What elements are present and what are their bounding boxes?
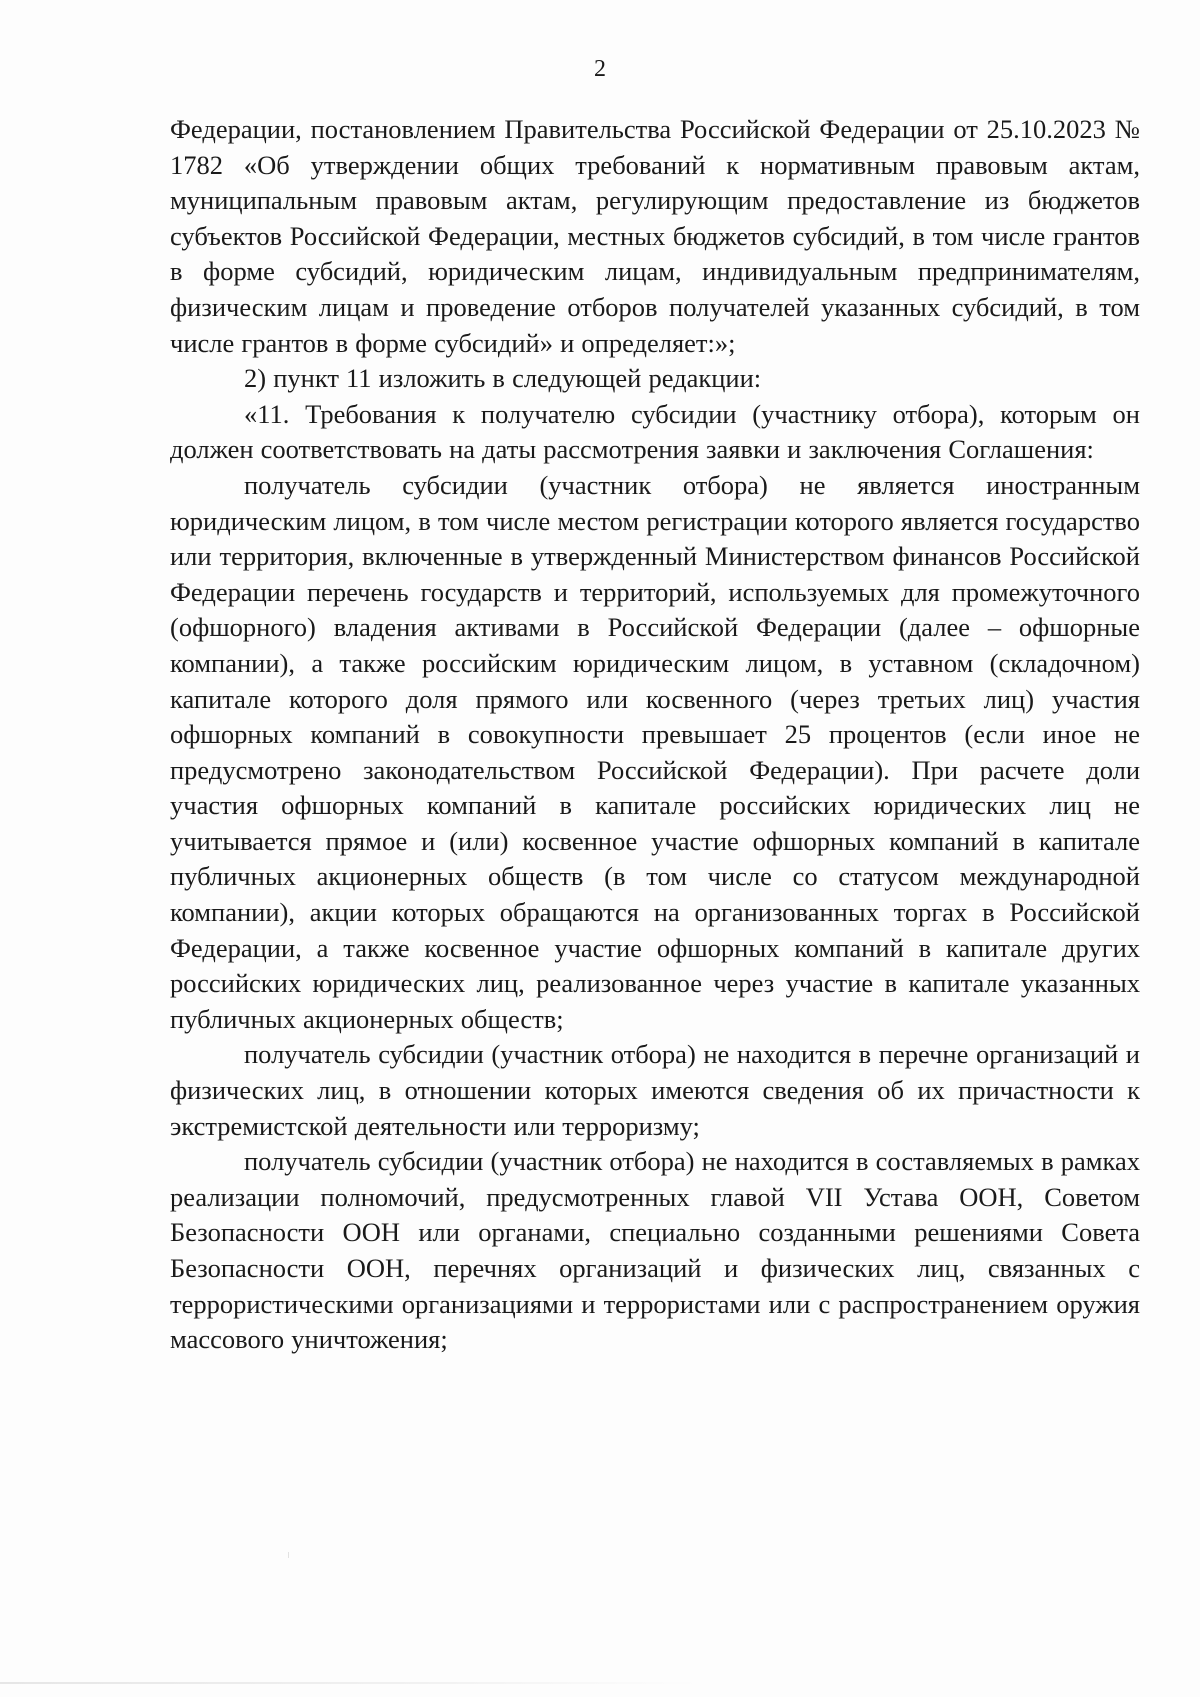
scan-artifact-dot xyxy=(288,1552,289,1558)
document-body xyxy=(170,112,1140,1358)
paragraph-un-requirement: получатель субсидии (участник отбора) не находится в составляемых в рамках реализации полномочий, предусмотренных главой VII Устава ООН, Советом Безопасности ООН или органами, специально созданными решениями Совета Безопасности ООН, перечнях организаций и физических лиц, связанных с террористическими организациями и террористами или с распространением оружия массового уничтожения; xyxy=(170,1146,1140,1355)
paragraph-offshore-requirement: получатель субсидии (участник отбора) не является иностранным юридическим лицом, в том числе местом регистрации которого является государство или территория, включенные в утвержденный Министерством финансов Российской Федерации перечень государств и территорий, используемых для промежуточного (офшорного) владения активами в Российской Федерации (далее – офшорные компании), а также российским юридическим лицом, в уставном (складочном) капитале которого доля прямого или косвенного (через третьих лиц) участия офшорных компаний в совокупности превышает 25 процентов (если иное не предусмотрено законодательством Российской Федерации). При расчете доли участия офшорных компаний в капитале российских юридических лиц не учитывается прямое и (или) косвенное участие офшорных компаний в капитале публичных акционерных обществ (в том числе со статусом международной компании), акции которых обращаются на организованных торгах в Российской Федерации, а также косвенное участие офшорных компаний в капитале других российских юридических лиц, реализованное через участие в капитале указанных публичных акционерных обществ; xyxy=(170,469,1140,1034)
paragraph-amendment-item: 2) пункт 11 изложить в следующей редакции: xyxy=(244,363,762,394)
paragraph-continuation: Федерации, постановлением Правительства Российской Федерации от 25.10.2023 № 1782 «Об утверждении общих требований к нормативным правовым актам, муниципальным правовым актам, регулирующим предоставление из бюджетов субъектов Российской Федерации, местных бюджетов субсидий, в том числе грантов в форме субсидий, юридическим лицам, индивидуальным предпринимателям, физическим лицам и проведение отборов получателей указанных субсидий, в том числе грантов в форме субсидий» и определяет:»; xyxy=(170,114,1140,358)
paragraph-clause-11: «11. Требования к получателю субсидии (участнику отбора), которым он должен соответствовать на даты рассмотрения заявки и заключения Соглашения: xyxy=(170,398,1140,465)
page-number: 2 xyxy=(594,56,606,82)
scan-artifact-line xyxy=(0,1682,700,1684)
paragraph-extremism-requirement: получатель субсидии (участник отбора) не находится в перечне организаций и физических лиц, в отношении которых имеются сведения об их причастности к экстремистской деятельности или терроризму; xyxy=(170,1039,1140,1141)
